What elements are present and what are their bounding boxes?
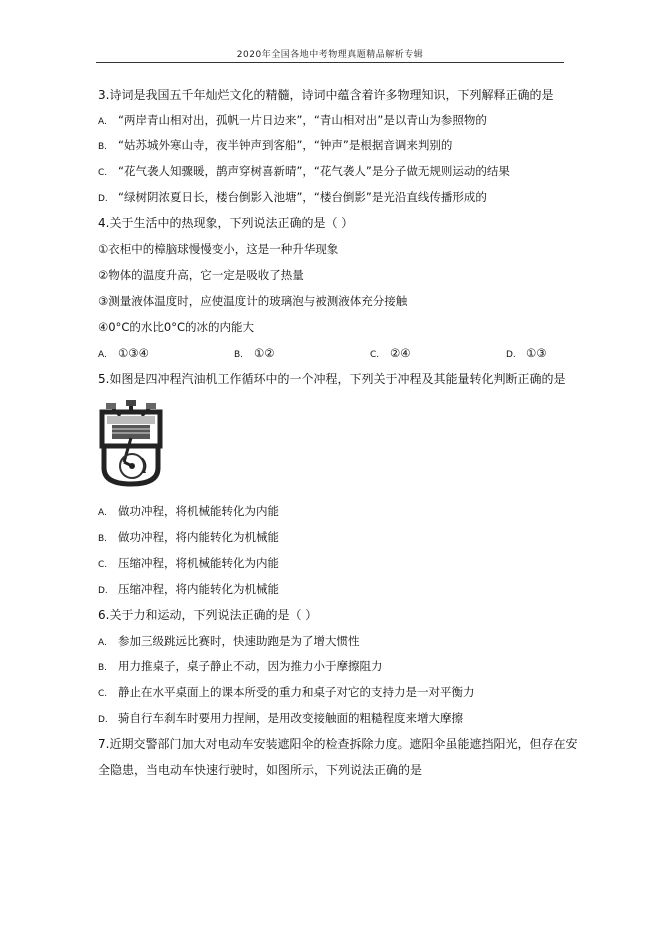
- q3-option-d: [98, 190, 487, 206]
- option-text: 做功冲程，将机械能转化为内能: [118, 504, 279, 518]
- option-label: B.: [98, 663, 108, 673]
- option-label: A.: [98, 638, 107, 648]
- option-text: 用力推桌子，桌子静止不动，因为推力小于摩擦阻力: [118, 659, 383, 673]
- option-text: 压缩冲程，将机械能转化为内能: [118, 556, 279, 570]
- option-text: 静止在水平桌面上的课本所受的重力和桌子对它的支持力是一对平衡力: [118, 685, 475, 699]
- q4-option-b: [234, 346, 275, 360]
- q3-option-c: [98, 164, 510, 180]
- option-label: B.: [234, 350, 244, 360]
- page-header: 2020年全国各地中考物理真题精品解析专辑: [236, 50, 424, 60]
- q4-item-2: ②物体的温度升高，它一定是吸收了热量: [98, 268, 304, 282]
- option-label: C.: [98, 560, 108, 570]
- engine-stroke-figure: [98, 398, 164, 488]
- q6-option-a: [98, 634, 360, 650]
- option-text: 压缩冲程，将内能转化为机械能: [118, 582, 279, 596]
- q4-item-4: ④0°C的水比0°C的冰的内能大: [98, 320, 255, 334]
- option-text: ①③④: [118, 346, 149, 360]
- q4-item-3: ③测量液体温度时，应使温度计的玻璃泡与被测液体充分接触: [98, 294, 408, 308]
- q4-stem: 4.关于生活中的热现象，下列说法正确的是（ ）: [98, 216, 354, 230]
- option-text: “绿树阴浓夏日长，楼台倒影入池塘”，“楼台倒影”是光沿直线传播形成的: [118, 190, 487, 204]
- option-label: D.: [98, 715, 108, 725]
- option-text: “姑苏城外寒山寺，夜半钟声到客船”，“钟声”是根据音调来判别的: [118, 138, 453, 152]
- q5-option-a: [98, 504, 279, 520]
- option-label: C.: [98, 168, 108, 178]
- option-text: 参加三级跳远比赛时，快速助跑是为了增大惯性: [118, 634, 360, 648]
- option-text: ①②: [254, 346, 275, 360]
- option-label: C.: [370, 350, 380, 360]
- q6-option-b: [98, 659, 383, 675]
- q4-item-1: ①衣柜中的樟脑球慢慢变小，这是一种升华现象: [98, 242, 339, 256]
- option-label: A.: [98, 508, 107, 518]
- q5-option-b: [98, 530, 279, 546]
- q5-stem: 5.如图是四冲程汽油机工作循环中的一个冲程，下列关于冲程及其能量转化判断正确的是: [98, 372, 566, 386]
- q3-option-b: [98, 138, 452, 154]
- option-label: C.: [98, 689, 108, 699]
- option-label: B.: [98, 534, 108, 544]
- option-label: D.: [98, 586, 108, 596]
- q4-option-a: [98, 346, 149, 360]
- q7-line-1: 7.近期交警部门加大对电动车安装遮阳伞的检查拆除力度。遮阳伞虽能遮挡阳光，但存在安: [98, 737, 578, 751]
- option-label: A.: [98, 117, 107, 127]
- q5-option-d: [98, 582, 279, 598]
- option-label: B.: [98, 142, 108, 152]
- engine-stroke-figure-svg: [98, 398, 164, 488]
- option-text: ①③: [526, 346, 547, 360]
- q4-option-d: [506, 346, 547, 360]
- option-text: “两岸青山相对出，孤帆一片日边来”，“青山相对出”是以青山为参照物的: [118, 113, 487, 127]
- q3-option-a: [98, 113, 487, 129]
- header-rule: [96, 62, 564, 63]
- q6-option-d: [98, 711, 463, 727]
- q5-option-c: [98, 556, 279, 572]
- option-label: D.: [506, 350, 516, 360]
- q6-stem: 6.关于力和运动，下列说法正确的是（ ）: [98, 608, 318, 622]
- q7-line-2: 全隐患，当电动车快速行驶时，如图所示，下列说法正确的是: [98, 763, 423, 777]
- option-label: D.: [98, 194, 108, 204]
- q6-option-c: [98, 685, 475, 701]
- q3-stem: 3.诗词是我国五千年灿烂文化的精髓，诗词中蕴含着许多物理知识，下列解释正确的是: [98, 88, 554, 102]
- q4-option-c: [370, 346, 411, 360]
- option-text: ②④: [390, 346, 411, 360]
- option-label: A.: [98, 350, 107, 360]
- option-text: 骑自行车刹车时要用力捏闸，是用改变接触面的粗糙程度来增大摩擦: [118, 711, 463, 725]
- option-text: “花气袭人知骤暖，鹊声穿树喜新晴”，“花气袭人”是分子做无规则运动的结果: [118, 164, 510, 178]
- option-text: 做功冲程，将内能转化为机械能: [118, 530, 279, 544]
